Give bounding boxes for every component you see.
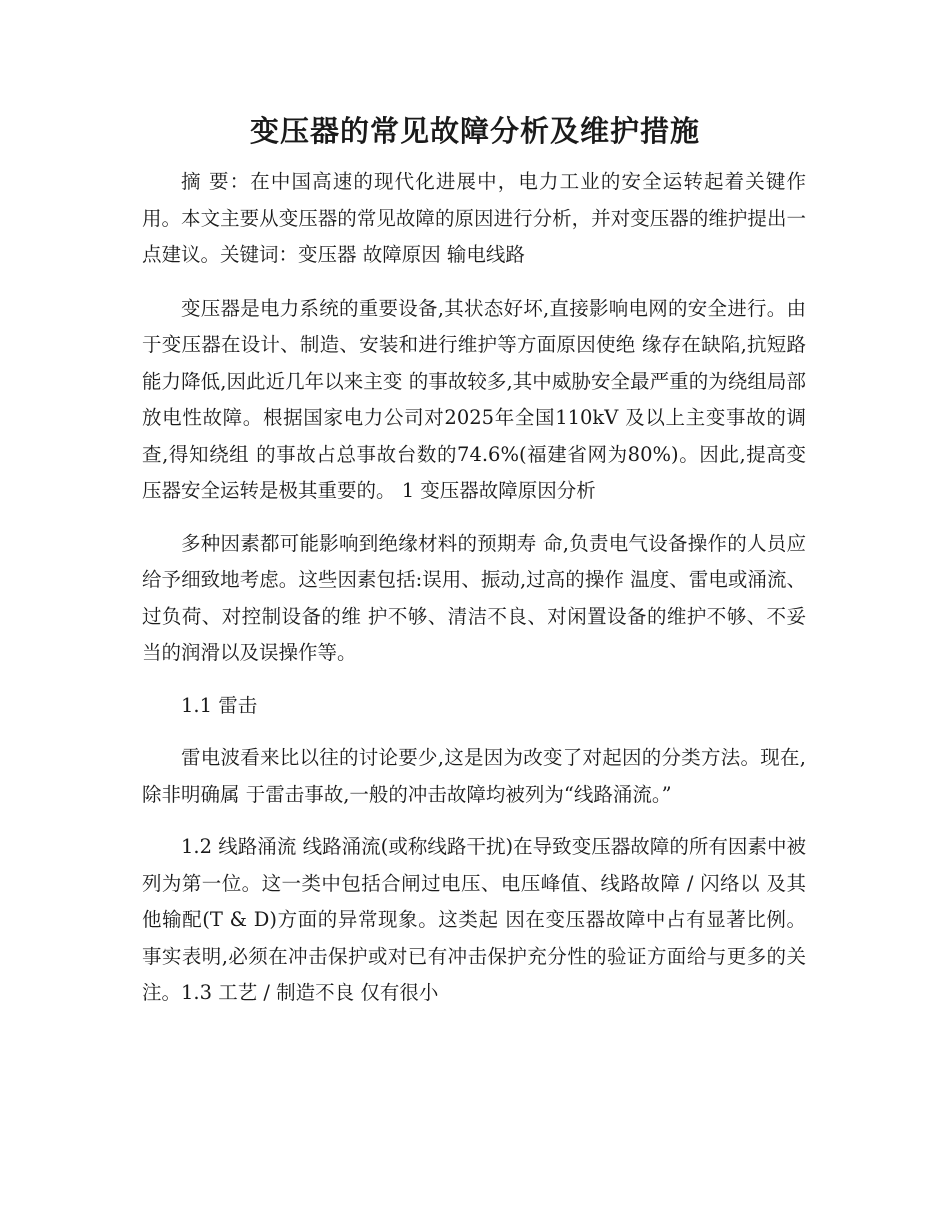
line-surge-paragraph: 1.2 线路涌流 线路涌流(或称线路干扰)在导致变压器故障的所有因素中被列为第一位。这一类中包括合闸过电压、电压峰值、线路故障 / 闪络以 及其他输配(T & D)方面的异常现象。这类起 因在变压器故障中占有显著比例。事实表明,必须在冲击保护或对已有冲击保护充分性的验证方面给与更多的关注。1.3 工艺 / 制造不良 仅有很小 [142, 835, 806, 1004]
abstract-paragraph: 摘 要：在中国高速的现代化进展中，电力工业的安全运转起着关键作用。本文主要从变压器的常见故障的原因进行分析，并对变压器的维护提出一点建议。关键词：变压器 故障原因 输电线路 [142, 170, 806, 266]
intro-paragraph: 变压器是电力系统的重要设备,其状态好坏,直接影响电网的安全进行。由于变压器在设计、制造、安装和进行维护等方面原因使绝 缘存在缺陷,抗短路能力降低,因此近几年以来主变 的事故较多,其中威胁安全最严重的为绕组局部放电性故障。根据国家电力公司对2025年全国110kV 及以上主变事故的调查,得知绕组 的事故占总事故台数的74.6%(福建省网为80%)。因此,提高变压器安全运转是极其重要的。 1 变压器故障原因分析 [142, 296, 806, 502]
document-title: 变压器的常见故障分析及维护措施 [249, 114, 700, 148]
document-body [142, 164, 806, 1028]
section-heading-lightning: 1.1 雷击 [181, 693, 258, 717]
lightning-paragraph: 雷电波看来比以往的讨论要少,这是因为改变了对起因的分类方法。现在,除非明确属 于雷击事故,一般的冲击故障均被列为“线路涌流。” [142, 746, 806, 806]
factors-paragraph: 多种因素都可能影响到绝缘材料的预期寿 命,负责电气设备操作的人员应给予细致地考虑。这些因素包括:误用、振动,过高的操作 温度、雷电或涌流、过负荷、对控制设备的维 护不够、清洁不良、对闲置设备的维护不够、不妥当的润滑以及误操作等。 [142, 531, 806, 664]
